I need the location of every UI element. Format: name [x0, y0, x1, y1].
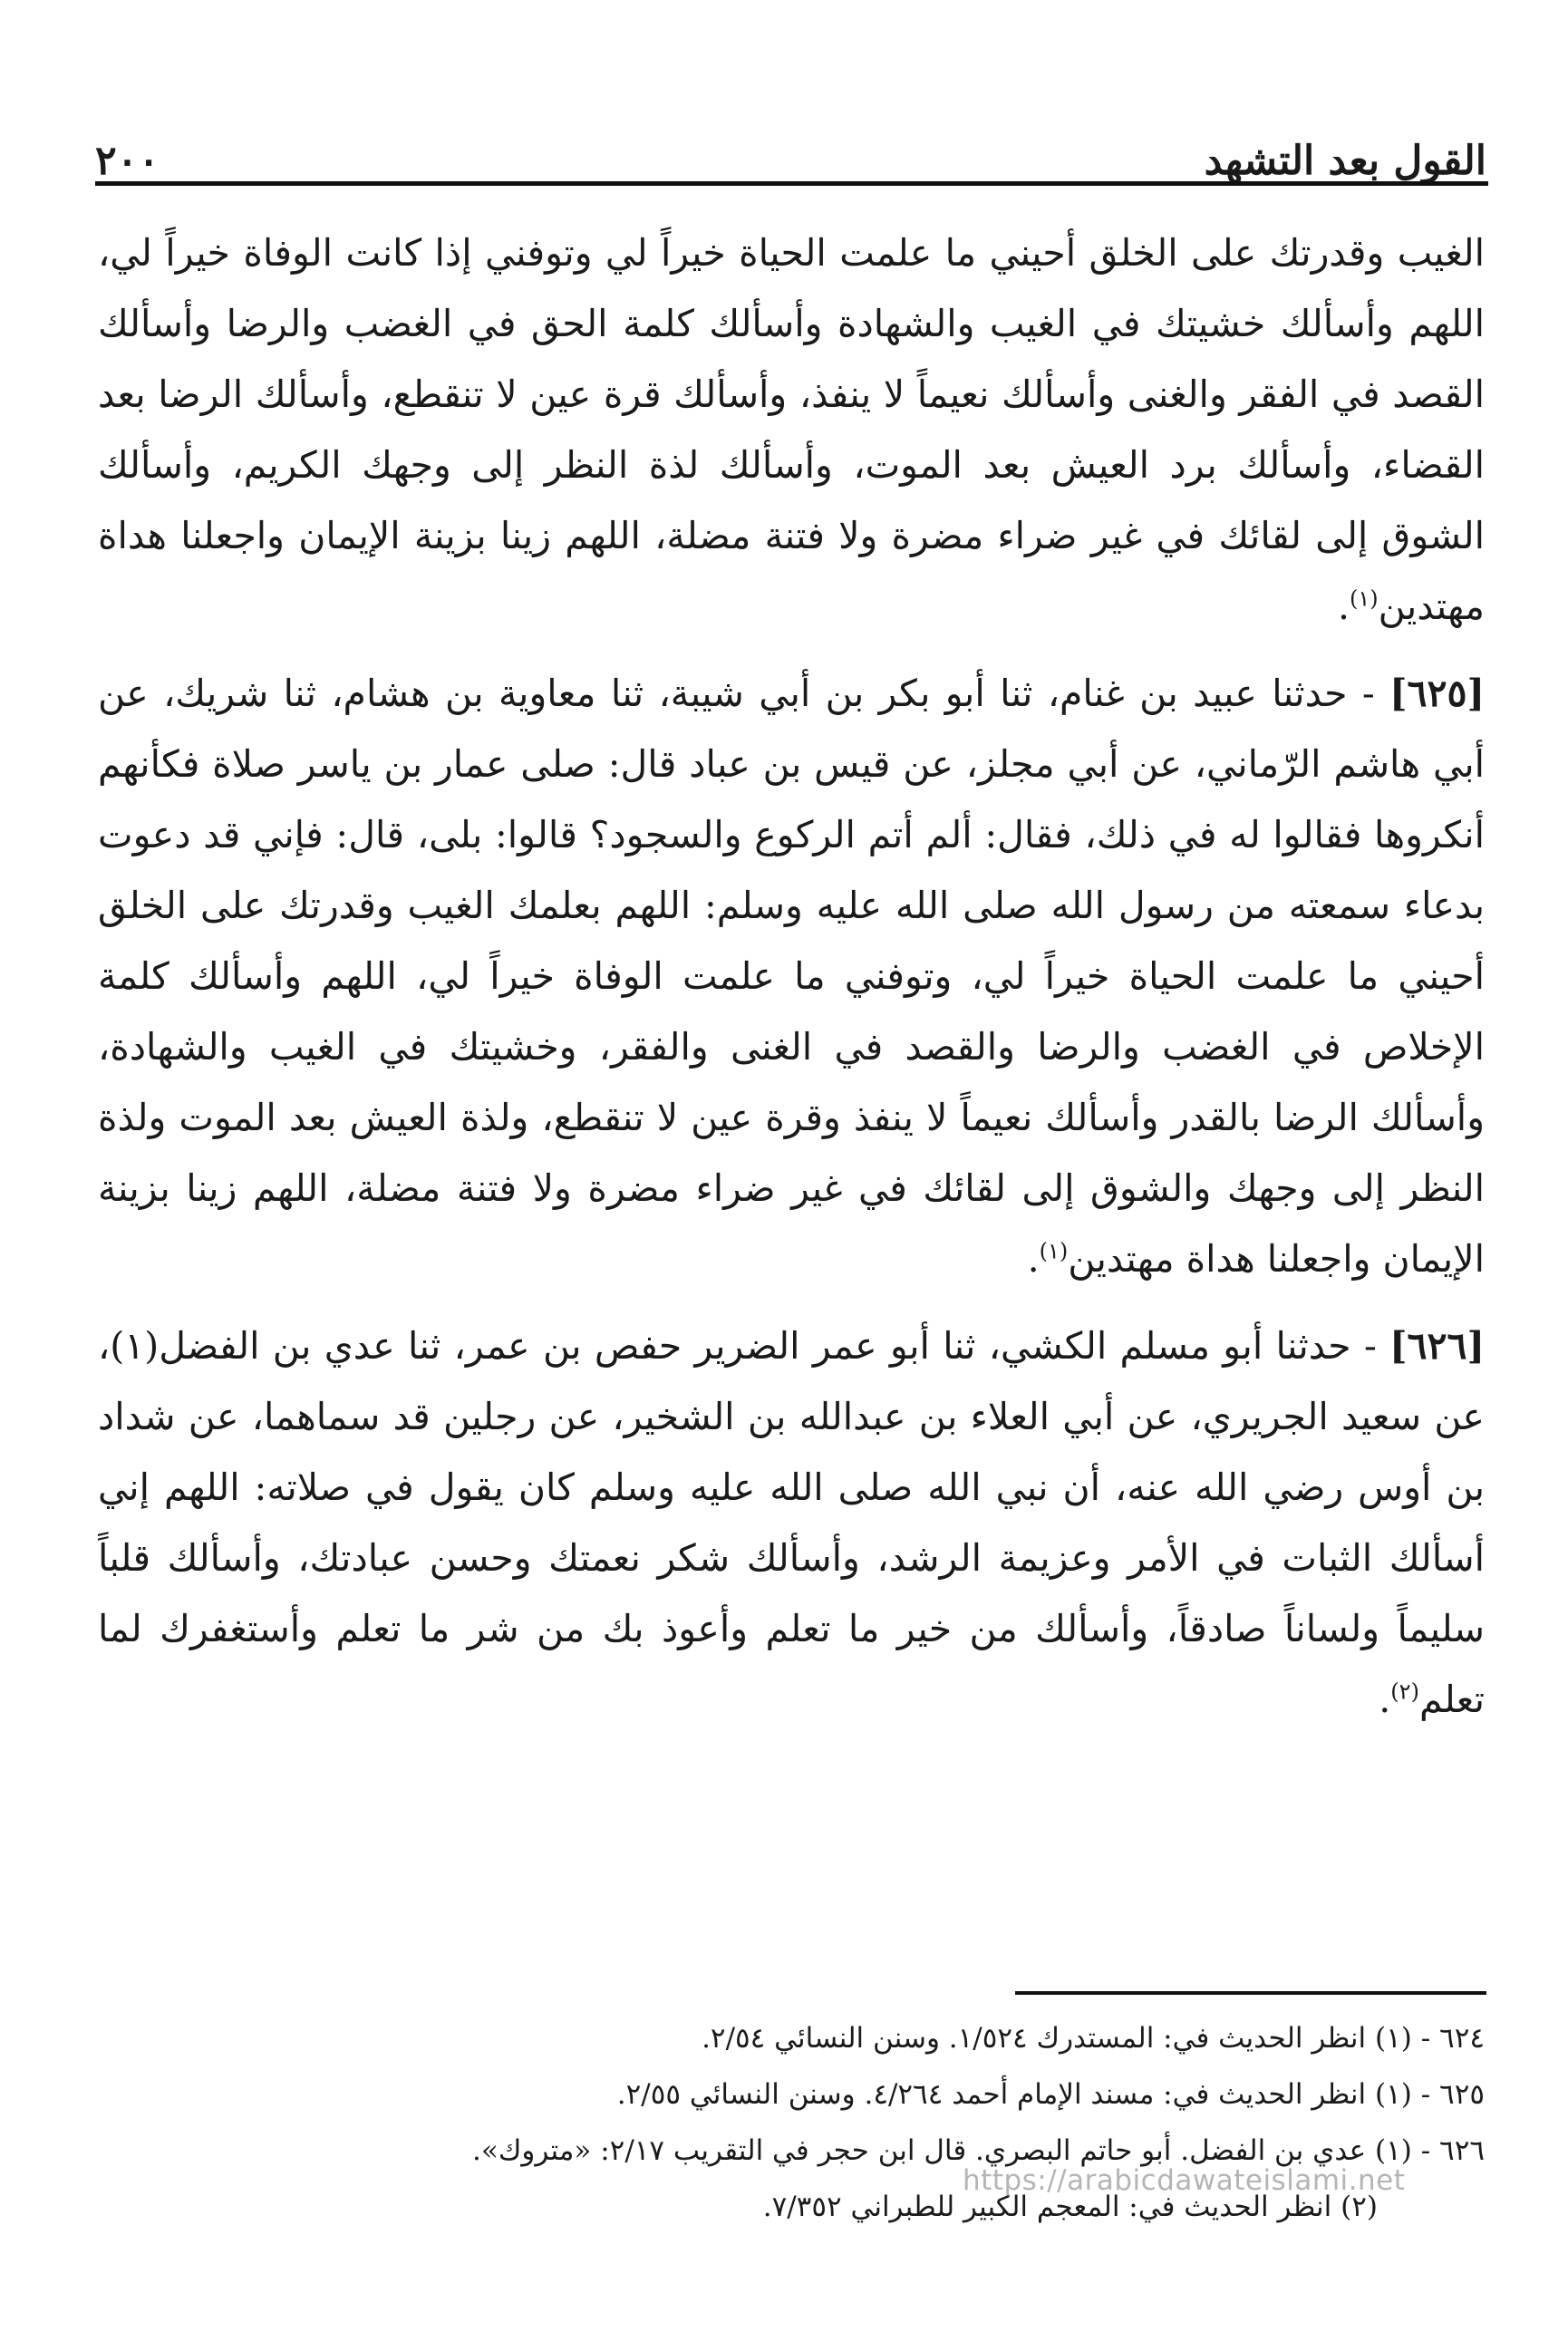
paragraph-text: الغيب وقدرتك على الخلق أحيني ما علمت الحياة خيراً لي وتوفني إذا كانت الوفاة خيراً لي، اللهم وأسألك خشيتك في الغيب والشهادة وأسألك كلمة الحق في الغضب والرضا وأسألك القصد في الفقر والغنى وأسألك نعيماً لا ينفذ، وأسألك قرة عين لا تنقطع، وأسألك الرضا بعد القضاء، وأسألك برد العيش بعد الموت، وأسألك لذة النظر إلى وجهك الكريم، وأسألك الشوق إلى لقائك في غير ضراء مضرة ولا فتنة مضلة، اللهم زينا بزينة الإيمان واجعلنا هداة مهتدين: [98, 231, 1485, 628]
running-title: القول بعد التشهد: [1204, 138, 1486, 184]
footnote-624-1: ٦٢٤ - (١) انظر الحديث في: المستدرك ١/٥٢٤. وسنن النسائي ٢/٥٤.: [702, 2022, 1485, 2055]
paragraph-end: .: [1379, 1678, 1391, 1721]
paragraph-text: - حدثنا عبيد بن غنام، ثنا أبو بكر بن أبي شيبة، ثنا معاوية بن هشام، ثنا شريك، عن أبي هاشم الرّماني، عن أبي مجلز، عن قيس بن عباد قال: صلى عمار بن ياسر صلاة فكأنهم أنكروها فقالوا له في ذلك، فقال: ألم أتم الركوع والسجود؟ قالوا: بلى، قال: فإني قد دعوت بدعاء سمعته من رسول الله صلى الله عليه وسلم: اللهم بعلمك الغيب وقدرتك على الخلق أحيني ما علمت الحياة خيراً لي، وتوفني ما علمت الوفاة خيراً لي، اللهم وأسألك كلمة الإخلاص في الغضب والرضا والقصد في الغنى والفقر، وخشيتك في الغيب والشهادة، وأسألك الرضا بالقدر وأسألك نعيماً لا ينفذ وقرة عين لا تنقطع، ولذة العيش بعد الموت ولذة النظر إلى وجهك والشوق إلى لقائك في غير ضراء مضرة ولا فتنة مضلة، اللهم زينا بزينة الإيمان واجعلنا هداة مهتدين: [98, 672, 1485, 1281]
footnote-625-1: ٦٢٥ - (١) انظر الحديث في: مسند الإمام أحمد ٤/٢٦٤. وسنن النسائي ٢/٥٥.: [616, 2078, 1485, 2111]
hadith-626: [98, 1311, 1485, 1735]
footnotes: [98, 2010, 1485, 2235]
footnote-626-2: (٢) انظر الحديث في: المعجم الكبير للطبراني ٧/٣٥٢.: [762, 2191, 1378, 2223]
paragraph-end: .: [1027, 1237, 1040, 1281]
paragraph-continuation: [98, 218, 1485, 642]
hadith-625: [98, 658, 1485, 1294]
watermark-url: https://arabicdawateislami.net: [963, 2164, 1406, 2197]
paragraph-text: - حدثنا أبو مسلم الكشي، ثنا أبو عمر الضرير حفص بن عمر، ثنا عدي بن الفضل(١)، عن سعيد الجريري، عن أبي العلاء بن عبدالله بن الشخير، عن رجلين قد سماهما، عن شداد بن أوس رضي الله عنه، أن نبي الله صلى الله عليه وسلم كان يقول في صلاته: اللهم إني أسألك الثبات في الأمر وعزيمة الرشد، وأسألك شكر نعمتك وحسن عبادتك، وأسألك قلباً سليماً ولساناً صادقاً، وأسألك من خير ما تعلم وأعوذ بك من شر ما تعلم وأستغفرك لما تعلم: [98, 1324, 1485, 1721]
page-number: ٢٠٠: [95, 138, 160, 184]
main-text: [98, 218, 1485, 1735]
footnote-reference: (١): [1039, 1238, 1069, 1264]
header-divider: [95, 181, 1488, 186]
footnote-626-1: ٦٢٦ - (١) عدي بن الفضل. أبو حاتم البصري. قال ابن حجر في التقريب ٢/١٧: «متروك».: [472, 2134, 1485, 2167]
footnote-reference: (٢): [1390, 1678, 1419, 1705]
hadith-number: [٦٢٦]: [1389, 1324, 1485, 1368]
page-header: [95, 118, 1486, 184]
paragraph-end: .: [1337, 585, 1350, 628]
footnote-reference: (١): [1349, 585, 1379, 612]
footnote-divider: [1015, 1991, 1486, 1995]
hadith-number: [٦٢٥]: [1389, 672, 1485, 715]
